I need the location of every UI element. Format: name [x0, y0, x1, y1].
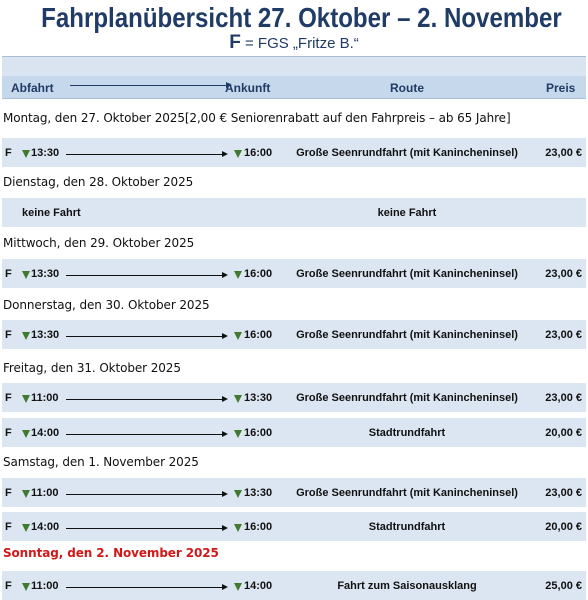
arrow-right-icon — [66, 275, 226, 276]
table-row — [2, 259, 586, 288]
route-name: Große Seenrundfahrt (mit Kanincheninsel) — [296, 392, 518, 404]
page-subtitle — [0, 34, 588, 53]
day-heading: Donnerstag, den 30. Oktober 2025 — [3, 298, 210, 312]
arrival-time: 16:00 — [244, 329, 273, 341]
arrival-marker-icon — [234, 395, 242, 403]
departure-time: 14:00 — [31, 427, 60, 439]
header-band — [2, 56, 586, 77]
departure-time: 13:30 — [31, 147, 60, 159]
table-row — [2, 198, 586, 227]
arrow-right-icon — [66, 154, 226, 155]
arrow-right-icon — [66, 494, 226, 495]
departure-header: Abfahrt — [11, 81, 54, 95]
arrival-time: 13:30 — [244, 392, 273, 404]
route-header: Route — [390, 81, 424, 95]
table-row — [2, 138, 586, 167]
price-header: Preis — [546, 81, 576, 95]
day-heading: Dienstag, den 28. Oktober 2025 — [3, 175, 194, 189]
departure-marker-icon — [22, 271, 30, 279]
table-header — [2, 76, 586, 99]
day-heading: Sonntag, den 2. November 2025 — [3, 546, 219, 560]
ship-code: F — [229, 32, 241, 53]
arrival-marker-icon — [234, 332, 242, 340]
departure-time: 11:00 — [31, 392, 59, 404]
arrival-marker-icon — [234, 430, 242, 438]
price: 23,00 € — [545, 392, 582, 404]
day-heading: Samstag, den 1. November 2025 — [3, 455, 199, 469]
arrow-right-icon — [66, 399, 226, 400]
arrival-marker-icon — [234, 150, 242, 158]
departure-marker-icon — [22, 430, 30, 438]
ship-code: F — [5, 521, 12, 533]
ship-code: F — [5, 268, 12, 280]
arrival-time: 13:30 — [244, 487, 273, 499]
departure-marker-icon — [22, 332, 30, 340]
ship-legend: = FGS „Fritze B.“ — [245, 35, 359, 52]
route-name: Stadtrundfahrt — [368, 521, 446, 533]
table-row — [2, 320, 586, 349]
ship-code: F — [5, 329, 12, 341]
arrival-marker-icon — [234, 490, 242, 498]
arrival-time: 16:00 — [244, 268, 273, 280]
arrow-right-icon — [66, 528, 226, 529]
arrow-right-icon — [66, 587, 226, 588]
page-title: Fahrplanübersicht 27. Oktober – 2. November — [41, 2, 562, 33]
day-heading: Freitag, den 31. Oktober 2025 — [3, 361, 181, 375]
departure-time: 11:00 — [31, 580, 59, 592]
ship-code: F — [5, 427, 12, 439]
arrival-marker-icon — [234, 524, 242, 532]
route-name: Große Seenrundfahrt (mit Kanincheninsel) — [296, 329, 518, 341]
ship-code: F — [5, 487, 12, 499]
departure-marker-icon — [22, 524, 30, 532]
departure-marker-icon — [22, 150, 30, 158]
departure-time: 13:30 — [31, 268, 60, 280]
arrow-right-icon — [66, 336, 226, 337]
arrival-marker-icon — [234, 271, 242, 279]
arrival-time: 16:00 — [244, 521, 273, 533]
route-name: Stadtrundfahrt — [368, 427, 446, 439]
arrival-header: Ankunft — [225, 81, 271, 95]
price: 20,00 € — [545, 427, 582, 439]
departure-time: 14:00 — [31, 521, 60, 533]
departure-time: 13:30 — [31, 329, 60, 341]
ship-code: F — [5, 580, 12, 592]
arrival-marker-icon — [234, 583, 242, 591]
arrival-time: 14:00 — [244, 580, 273, 592]
table-row — [2, 512, 586, 541]
no-trip-route: keine Fahrt — [377, 207, 437, 219]
route-name: Fahrt zum Saisonausklang — [337, 580, 477, 592]
table-row — [2, 383, 586, 412]
arrow-right-icon — [66, 434, 226, 435]
ship-code: F — [5, 147, 12, 159]
table-row — [2, 478, 586, 507]
day-heading: Montag, den 27. Oktober 2025[2,00 € Seniorenrabatt auf den Fahrpreis – ab 65 Jahre] — [3, 111, 511, 125]
route-name: Große Seenrundfahrt (mit Kanincheninsel) — [296, 487, 518, 499]
departure-marker-icon — [22, 583, 30, 591]
price: 25,00 € — [545, 580, 582, 592]
price: 23,00 € — [545, 147, 582, 159]
departure-marker-icon — [22, 490, 30, 498]
ship-code: F — [5, 392, 12, 404]
table-row — [2, 418, 586, 447]
price: 23,00 € — [545, 268, 582, 280]
arrow-right-icon — [70, 85, 230, 86]
departure-time: 11:00 — [31, 487, 59, 499]
no-trip-label: keine Fahrt — [22, 207, 81, 219]
departure-marker-icon — [22, 395, 30, 403]
price: 20,00 € — [545, 521, 582, 533]
day-heading: Mittwoch, den 29. Oktober 2025 — [3, 236, 195, 250]
table-row — [2, 571, 586, 600]
price: 23,00 € — [545, 329, 582, 341]
route-name: Große Seenrundfahrt (mit Kanincheninsel) — [296, 268, 518, 280]
arrival-time: 16:00 — [244, 147, 273, 159]
arrival-time: 16:00 — [244, 427, 273, 439]
price: 23,00 € — [545, 487, 582, 499]
route-name: Große Seenrundfahrt (mit Kanincheninsel) — [296, 147, 518, 159]
